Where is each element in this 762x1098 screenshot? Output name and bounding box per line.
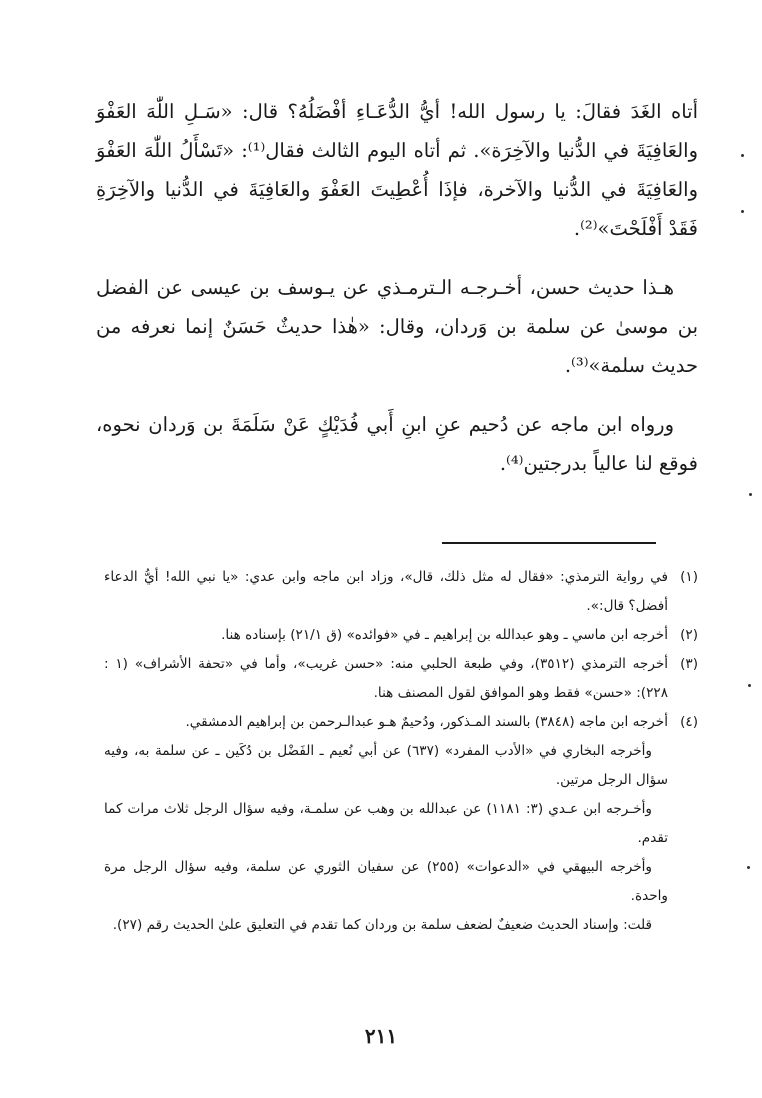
scan-speck — [748, 684, 751, 687]
scan-speck — [741, 210, 744, 213]
scan-speck — [747, 866, 750, 869]
footnote-line: في رواية الترمذي: «فقال له مثل ذلك، قال»، وزاد ابن ماجه وابن عدي: «يا نبي الله! أيُّ الدعاء أفضل؟ قال:». — [104, 569, 668, 614]
footnote-number: (٤) — [680, 714, 698, 730]
footnote-1 — [104, 563, 698, 621]
footnote-number: (١) — [680, 569, 698, 585]
footnote-number: (٣) — [680, 656, 698, 672]
page-number: ٢١١ — [364, 1024, 398, 1048]
footnote-separator — [442, 542, 656, 544]
footnote-3 — [104, 650, 698, 708]
footnote-line: قلت: وإسناد الحديث ضعيفٌ لضعف سلمة بن وردان كما تقدم في التعليق علىٰ الحديث رقم (٢٧). — [112, 917, 652, 933]
scan-speck — [741, 154, 744, 157]
footnote-line: أخرجه ابن ماسي ـ وهو عبدالله بن إبراهيم ـ في «فوائده» (ق ٢١/١) بإسناده هنا. — [221, 627, 668, 643]
paragraph-takhrij-tirmidhi: هـذا حديث حسن، أخـرجـه الـترمـذي عن يـوسف بن عيسى عن الفضل بن موسىٰ عن سلمة بن وَردان، وقال: «هٰذا حديثٌ حَسَنٌ إنما نعرفه من حديث سلمة»⁽³⁾. — [96, 276, 698, 377]
footnote-2 — [104, 621, 698, 650]
main-text — [96, 92, 698, 503]
footnotes — [104, 563, 698, 940]
scan-speck — [749, 493, 752, 496]
footnote-line: وأخـرجه ابن عـدي (٣: ١١٨١) عن عبدالله بن وهب عن سلمـة، وفيه سؤال الرجل ثلاث مرات كما تقدم. — [104, 801, 668, 846]
footnote-line: أخرجه الترمذي (٣٥١٢)، وفي طبعة الحلبي منه: «حسن غريب»، وأما في «تحفة الأشراف» (١ : ٢٢٨): «حسن» فقط وهو الموافق لقول المصنف هنا. — [104, 656, 668, 701]
footnote-line: أخرجه ابن ماجه (٣٨٤٨) بالسند المـذكور، ودُحيمٌ هـو عبدالـرحمن بن إبراهيم الدمشقي. — [185, 714, 668, 730]
footnote-4 — [104, 708, 698, 940]
paragraph-takhrij-ibn-majah: ورواه ابن ماجه عن دُحيم عنِ ابنِ أَبي فُدَيْكٍ عَنْ سَلَمَةَ بن وَردان نحوه، فوقع لنا عالياً بدرجتين⁽⁴⁾. — [96, 413, 698, 475]
paragraph-hadith: أتاه الغَدَ فقالَ: يا رسول الله! أيُّ الدُّعَـاءِ أفْضَلُهُ؟ قال: «سَـلِ اللّٰهَ العَفْوَ والعَافِيَةَ في الدُّنيا والآخِرَة». ثم أتاه اليوم الثالث فقال⁽¹⁾: «تَسْأَلُ اللّٰهَ العَفْوَ والعَافِيَةَ في الدُّنيا والآخرة، فإذَا أُعْطِيتَ العَفْوَ والعَافِيَةَ في الدُّنيا والآخِرَةِ فَقَدْ أَفْلَحْتَ»⁽²⁾. — [96, 100, 698, 240]
footnote-line: وأخرجه البيهقي في «الدعوات» (٢٥٥) عن سفيان الثوري عن سلمة، وفيه سؤال الرجل مرة واحدة. — [104, 859, 668, 904]
footnote-number: (٢) — [680, 627, 698, 643]
footnote-line: وأخرجه البخاري في «الأدب المفرد» (٦٣٧) عن أبي نُعيم ـ الفَضْل بن دُكَين ـ عن سلمة به، وفيه سؤال الرجل مرتين. — [104, 743, 668, 788]
